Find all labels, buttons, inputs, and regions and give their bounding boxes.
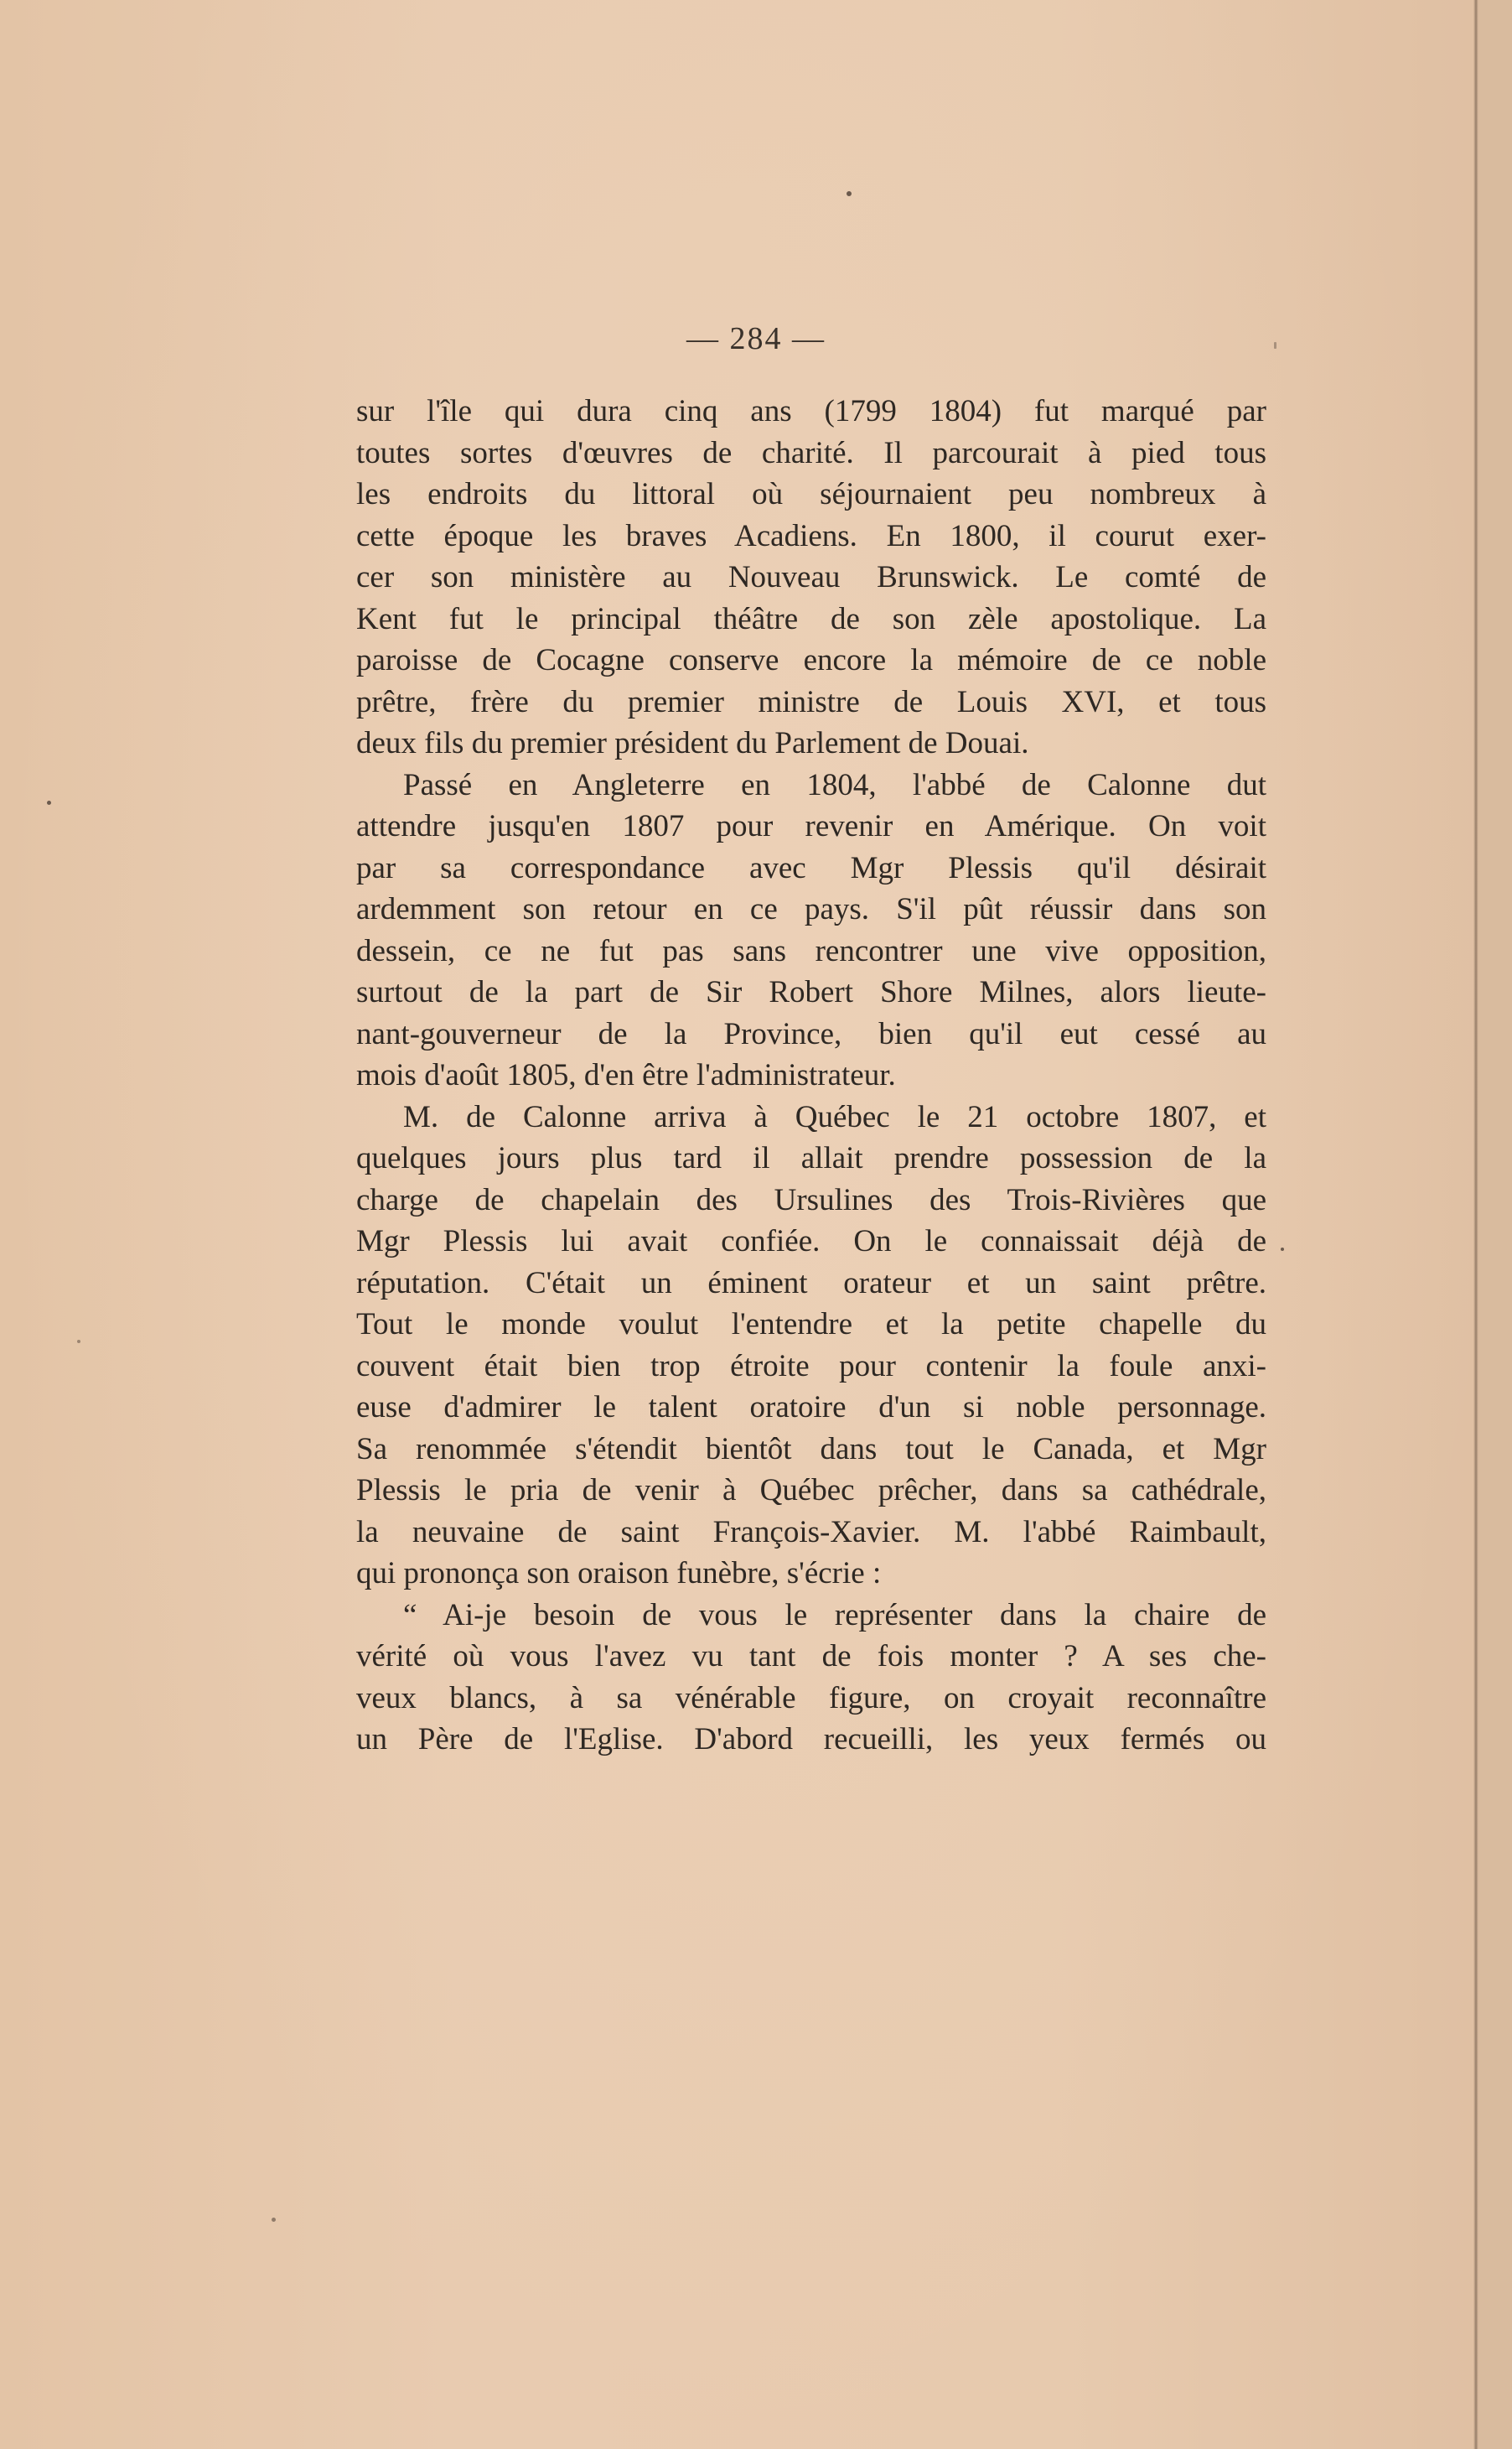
text-line: euse d'admirer le talent oratoire d'un si noble personnage. <box>356 1390 1266 1424</box>
text-line: cette époque les braves Acadiens. En 1800, il courut exer- <box>356 518 1266 553</box>
text-line: veux blancs, à sa vénérable figure, on croyait reconnaître <box>356 1680 1266 1715</box>
text-line: Sa renommée s'étendit bientôt dans tout le Canada, et Mgr <box>356 1431 1266 1466</box>
ink-speck <box>1281 1248 1284 1251</box>
body-text <box>356 391 1266 1761</box>
page-fold-line <box>1473 0 1478 2449</box>
text-line: deux fils du premier président du Parlement de Douai. <box>356 726 1029 760</box>
text-line: par sa correspondance avec Mgr Plessis qu'il désirait <box>356 850 1266 885</box>
text-line: charge de chapelain des Ursulines des Trois-Rivières que <box>356 1182 1266 1217</box>
text-line: réputation. C'était un éminent orateur et un saint prêtre. <box>356 1265 1266 1300</box>
text-line: prêtre, frère du premier ministre de Louis XVI, et tous <box>356 684 1266 719</box>
text-line: Plessis le pria de venir à Québec prêcher, dans sa cathédrale, <box>356 1473 1266 1507</box>
ink-speck <box>272 2218 276 2222</box>
text-line: couvent était bien trop étroite pour contenir la foule anxi- <box>356 1348 1266 1383</box>
text-line: Mgr Plessis lui avait confiée. On le connaissait déjà de <box>356 1224 1266 1258</box>
page-number: — 284 — <box>686 321 826 356</box>
text-line: dessein, ce ne fut pas sans rencontrer une vive opposition, <box>356 933 1266 968</box>
text-line: la neuvaine de saint François-Xavier. M. l'abbé Raimbault, <box>356 1514 1266 1549</box>
text-line: un Père de l'Eglise. D'abord recueilli, les yeux fermés ou <box>356 1722 1266 1756</box>
text-line: Kent fut le principal théâtre de son zèle apostolique. La <box>356 601 1266 636</box>
text-line: sur l'île qui dura cinq ans (1799 1804) fut marqué par <box>356 394 1266 428</box>
text-line: mois d'août 1805, d'en être l'administrateur. <box>356 1058 896 1092</box>
text-line: cer son ministère au Nouveau Brunswick. Le comté de <box>356 560 1266 594</box>
text-line: Tout le monde voulut l'entendre et la petite chapelle du <box>356 1307 1266 1341</box>
text-line: paroisse de Cocagne conserve encore la mémoire de ce noble <box>356 643 1266 677</box>
text-line: vérité où vous l'avez vu tant de fois monter ? A ses che- <box>356 1639 1266 1673</box>
ink-speck <box>847 191 852 196</box>
ink-speck <box>47 801 51 805</box>
page-edge-shadow <box>1478 0 1512 2449</box>
ink-speck <box>77 1340 80 1343</box>
text-line: quelques jours plus tard il allait prendre possession de la <box>356 1141 1266 1175</box>
text-line: Passé en Angleterre en 1804, l'abbé de Calonne dut <box>403 767 1266 802</box>
text-line: surtout de la part de Sir Robert Shore Milnes, alors lieute- <box>356 975 1266 1009</box>
text-line: qui prononça son oraison funèbre, s'écrie : <box>356 1556 882 1590</box>
text-line: les endroits du littoral où séjournaient peu nombreux à <box>356 477 1266 511</box>
text-line: “ Ai-je besoin de vous le représenter dans la chaire de <box>403 1597 1266 1632</box>
text-line: ardemment son retour en ce pays. S'il pût réussir dans son <box>356 892 1266 926</box>
text-line: attendre jusqu'en 1807 pour revenir en Amérique. On voit <box>356 809 1266 843</box>
text-line: nant-gouverneur de la Province, bien qu'il eut cessé au <box>356 1016 1266 1051</box>
text-line: toutes sortes d'œuvres de charité. Il parcourait à pied tous <box>356 435 1266 470</box>
text-line: M. de Calonne arriva à Québec le 21 octobre 1807, et <box>403 1099 1266 1134</box>
